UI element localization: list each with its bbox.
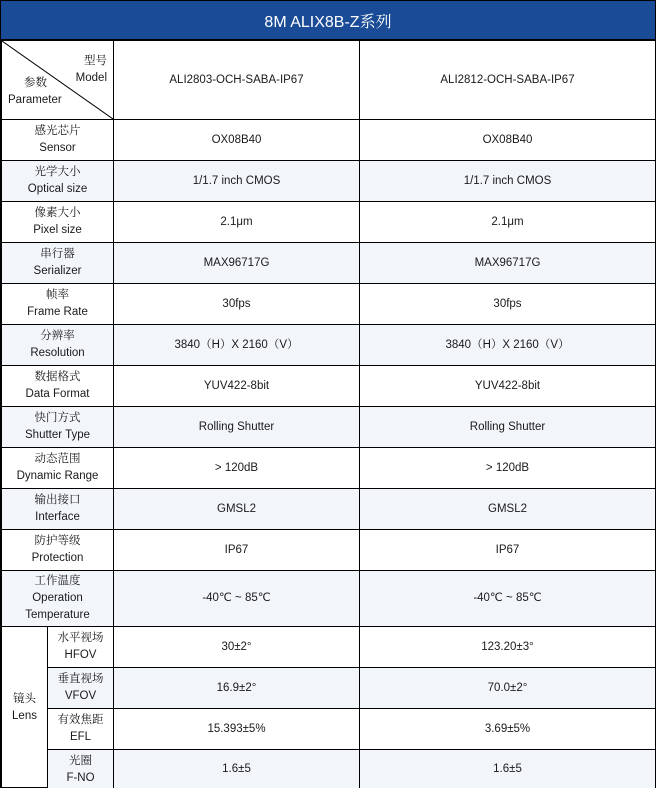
lens-label-zh: 镜头: [13, 693, 36, 705]
param-label: 分辨率 Resolution: [2, 325, 114, 366]
param-label: 有效焦距 EFL: [48, 709, 114, 750]
param-label: 像素大小 Pixel size: [2, 202, 114, 243]
parameter-label-en: Parameter: [8, 94, 62, 106]
value-model-1: -40℃ ~ 85℃: [114, 571, 360, 627]
param-label: 快门方式 Shutter Type: [2, 407, 114, 448]
row-shutter-type: [2, 407, 656, 448]
model-label-zh: 型号: [84, 55, 107, 67]
row-dynamic-range: [2, 448, 656, 489]
value-model-1: 15.393±5%: [114, 709, 360, 750]
parameter-label: [8, 75, 62, 109]
value-model-1: 3840（H）X 2160（V）: [114, 325, 360, 366]
param-label: 光圈 F-NO: [48, 750, 114, 788]
param-label: 工作温度 Operation Temperature: [2, 571, 114, 627]
value-model-2: 1/1.7 inch CMOS: [360, 161, 656, 202]
value-model-1: IP67: [114, 530, 360, 571]
value-model-1: 1.6±5: [114, 750, 360, 788]
row-data-format: [2, 366, 656, 407]
value-model-2: MAX96717G: [360, 243, 656, 284]
value-model-1: OX08B40: [114, 120, 360, 161]
row-sensor: [2, 120, 656, 161]
row-operation-temperature: [2, 571, 656, 627]
value-model-2: 123.20±3°: [360, 627, 656, 668]
value-model-1: MAX96717G: [114, 243, 360, 284]
value-model-2: > 120dB: [360, 448, 656, 489]
value-model-2: 1.6±5: [360, 750, 656, 788]
row-lens-fno: [2, 750, 656, 788]
parameter-label-zh: 参数: [24, 77, 47, 89]
param-label: 防护等级 Protection: [2, 530, 114, 571]
row-serializer: [2, 243, 656, 284]
header-row: [2, 41, 656, 120]
value-model-2: 70.0±2°: [360, 668, 656, 709]
value-model-2: -40℃ ~ 85℃: [360, 571, 656, 627]
row-frame-rate: [2, 284, 656, 325]
value-model-2: OX08B40: [360, 120, 656, 161]
row-lens-vfov: [2, 668, 656, 709]
param-label: 帧率 Frame Rate: [2, 284, 114, 325]
spec-table: [1, 40, 656, 788]
param-label: 输出接口 Interface: [2, 489, 114, 530]
row-lens-hfov: [2, 627, 656, 668]
model-label: [76, 53, 107, 87]
value-model-1: GMSL2: [114, 489, 360, 530]
model-1-header: ALI2803-OCH-SABA-IP67: [114, 41, 360, 120]
value-model-1: 1/1.7 inch CMOS: [114, 161, 360, 202]
value-model-1: Rolling Shutter: [114, 407, 360, 448]
model-2-header: ALI2812-OCH-SABA-IP67: [360, 41, 656, 120]
model-label-en: Model: [75, 72, 107, 84]
value-model-2: 3840（H）X 2160（V）: [360, 325, 656, 366]
param-label: 感光芯片 Sensor: [2, 120, 114, 161]
value-model-1: > 120dB: [114, 448, 360, 489]
param-label: 水平视场 HFOV: [48, 627, 114, 668]
value-model-1: 30fps: [114, 284, 360, 325]
value-model-1: YUV422-8bit: [114, 366, 360, 407]
row-resolution: [2, 325, 656, 366]
value-model-1: 2.1μm: [114, 202, 360, 243]
param-label: 垂直视场 VFOV: [48, 668, 114, 709]
value-model-2: 30fps: [360, 284, 656, 325]
param-label: 串行器 Serializer: [2, 243, 114, 284]
value-model-2: Rolling Shutter: [360, 407, 656, 448]
row-interface: [2, 489, 656, 530]
value-model-2: 3.69±5%: [360, 709, 656, 750]
value-model-2: IP67: [360, 530, 656, 571]
value-model-2: GMSL2: [360, 489, 656, 530]
row-pixel-size: [2, 202, 656, 243]
param-label: 光学大小 Optical size: [2, 161, 114, 202]
value-model-2: YUV422-8bit: [360, 366, 656, 407]
header-corner-cell: [2, 41, 114, 120]
row-lens-efl: [2, 709, 656, 750]
param-label: 数据格式 Data Format: [2, 366, 114, 407]
lens-group-label: [2, 627, 48, 788]
table-title: 8M ALIX8B-Z系列: [1, 1, 655, 40]
lens-label-en: Lens: [12, 710, 37, 722]
param-label: 动态范围 Dynamic Range: [2, 448, 114, 489]
value-model-2: 2.1μm: [360, 202, 656, 243]
row-optical-size: [2, 161, 656, 202]
value-model-1: 30±2°: [114, 627, 360, 668]
value-model-1: 16.9±2°: [114, 668, 360, 709]
row-protection: [2, 530, 656, 571]
